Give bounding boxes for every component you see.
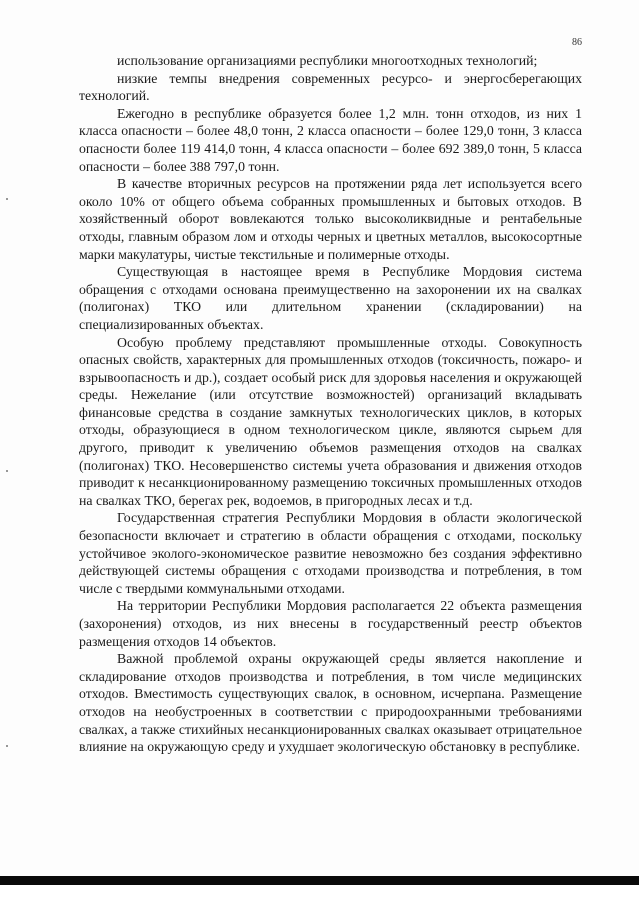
paragraph-7: Государственная стратегия Республики Мордовия в области экологической безопасности включает и стратегию в области обращения с отходами, поскольку устойчивое эколого-экономическое развитие невозможно без создания эффективно действующей системы обращения с отходами производства и потребления, в том числе с твердыми коммунальными отходами. [79,510,582,596]
paragraph-1: использование организациями республики многоотходных технологий; [117,53,538,68]
paragraph-6: Особую проблему представляют промышленные отходы. Совокупность опасных свойств, характерных для промышленных отходов (токсичность, пожаро- и взрывоопасность и др.), создает особый риск для здоровья населения и окружающей среды. Нежелание (или отсутствие возможностей) организаций вкладывать финансовые средства в создание замкнутых технологических циклов, в которых отходы, образующиеся в одном технологическом цикле, являются сырьем для другого, приводит к увеличению объемов размещения отходов на свалках (полигонах) ТКО. Несовершенство системы учета образования и движения отходов приводит к несанкционированному размещению токсичных промышленных отходов на свалках ТКО, берегах рек, водоемов, в пригородных лесах и т.д. [79,334,582,508]
scan-speck [6,745,8,747]
paragraph-4: В качестве вторичных ресурсов на протяжении ряда лет используется всего около 10% от общего объема собранных промышленных и бытовых отходов. В хозяйственный оборот вовлекаются только высоколиквидные и рентабельные отходы, главным образом лом и отходы черных и цветных металлов, высокосортные марки макулатуры, чистые текстильные и полимерные отходы. [79,176,582,262]
page-number: 86 [572,37,582,48]
scan-speck [6,470,8,472]
paragraph-5: Существующая в настоящее время в Республике Мордовия система обращения с отходами основана преимущественно на захоронении их на свалках (полигонах) ТКО или длительном хранении (складировании) на специализированных объектах. [79,264,582,332]
page-bottom-margin [0,885,639,905]
paragraph-2: низкие темпы внедрения современных ресурсо- и энергосберегающих технологий. [79,70,582,104]
scan-speck [6,198,8,200]
paragraph-3: Ежегодно в республике образуется более 1,2 млн. тонн отходов, из них 1 класса опасности – более 48,0 тонн, 2 класса опасности – более 129,0 тонн, 3 класса опасности более 119 414,0 тонн, 4 класса опасности – более 692 389,0 тонн, 5 класса опасности – более 388 797,0 тонн. [79,105,582,174]
document-body [79,52,582,756]
paragraph-9: Важной проблемой охраны окружающей среды является накопление и складирование отходов производства и потребления, в том числе медицинских отходов. Вместимость существующих свалок, в основном, исчерпана. Размещение отходов на необустроенных в соответствии с природоохранными требованиями свалках, а также стихийных несанкционированных свалках оказывает отрицательное влияние на окружающую среду и ухудшает экологическую обстановку в республике. [79,651,582,755]
paragraph-8: На территории Республики Мордовия располагается 22 объекта размещения (захоронения) отходов, из них внесены в государственный реестр объектов размещения отходов 14 объектов. [79,598,582,649]
scan-bottom-border [0,876,639,885]
